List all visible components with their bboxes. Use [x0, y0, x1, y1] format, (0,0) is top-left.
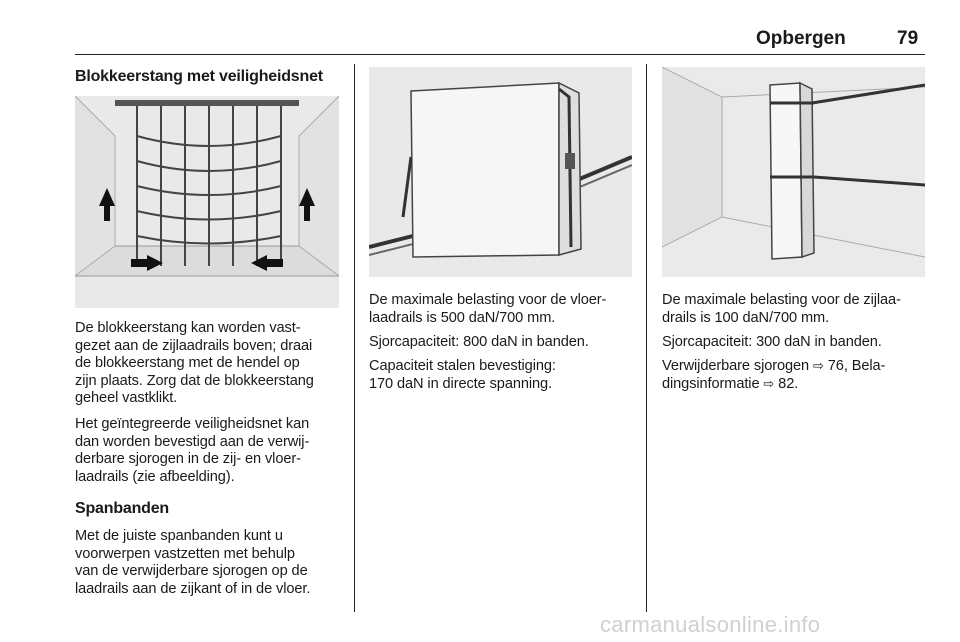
page-reference-icon[interactable]: ⇨: [763, 376, 775, 392]
column-divider-1: [354, 64, 355, 612]
header-rule: [75, 54, 925, 55]
paragraph-vloerlaadrails: De maximale belasting voor de vloer- laadrails is 500 daN/700 mm.: [369, 292, 607, 326]
page-number: 79: [897, 28, 919, 49]
paragraph-capaciteit-staal: Capaciteit stalen bevestiging: 170 daN in directe spanning.: [369, 358, 556, 392]
paragraph-sjorcapaciteit-vloer: Sjorcapaciteit: 800 daN in banden.: [369, 334, 589, 350]
paragraph-spanbanden: Met de juiste spanbanden kunt u voorwerpen vastzetten met behulp van de verwijderbare sjorogen op de laadrails aan de zijkant of in de vloer.: [75, 528, 311, 597]
paragraph-veiligheidsnet: Het geïntegreerde veiligheidsnet kan dan worden bevestigd aan de verwij- derbare sjorogen in de zij- en vloer- laadrails (zie afbeelding).: [75, 416, 310, 485]
watermark: carmanualsonline.info: [600, 612, 821, 637]
section-heading-blokkeerstang: Blokkeerstang met veiligheidsnet: [75, 68, 323, 85]
page-reference-icon[interactable]: ⇨: [813, 359, 824, 374]
figure-side-lashing: [662, 67, 925, 277]
figure-floor-lashing: [369, 67, 632, 277]
paragraph-sjorcapaciteit-zij: Sjorcapaciteit: 300 daN in banden.: [662, 334, 882, 350]
chapter-title: Opbergen: [756, 28, 846, 49]
paragraph-blokkeerstang: De blokkeerstang kan worden vast- gezet aan de zijlaadrails boven; draai de blokkeerstang met de hendel op zijn plaats. Zorg dat de blokkeerstang geheel vastklikt.: [75, 320, 314, 407]
paragraph-zijlaadrails: De maximale belasting voor de zijlaa- drails is 100 daN/700 mm.: [662, 292, 901, 326]
paragraph-verwijzingen: Verwijderbare sjorogen ⇨ 76, Bela- dingsinformatie ⇨ 82.: [662, 358, 886, 392]
section-heading-spanbanden: Spanbanden: [75, 500, 170, 517]
column-divider-2: [646, 64, 647, 612]
figure-cargo-net: [75, 96, 339, 308]
